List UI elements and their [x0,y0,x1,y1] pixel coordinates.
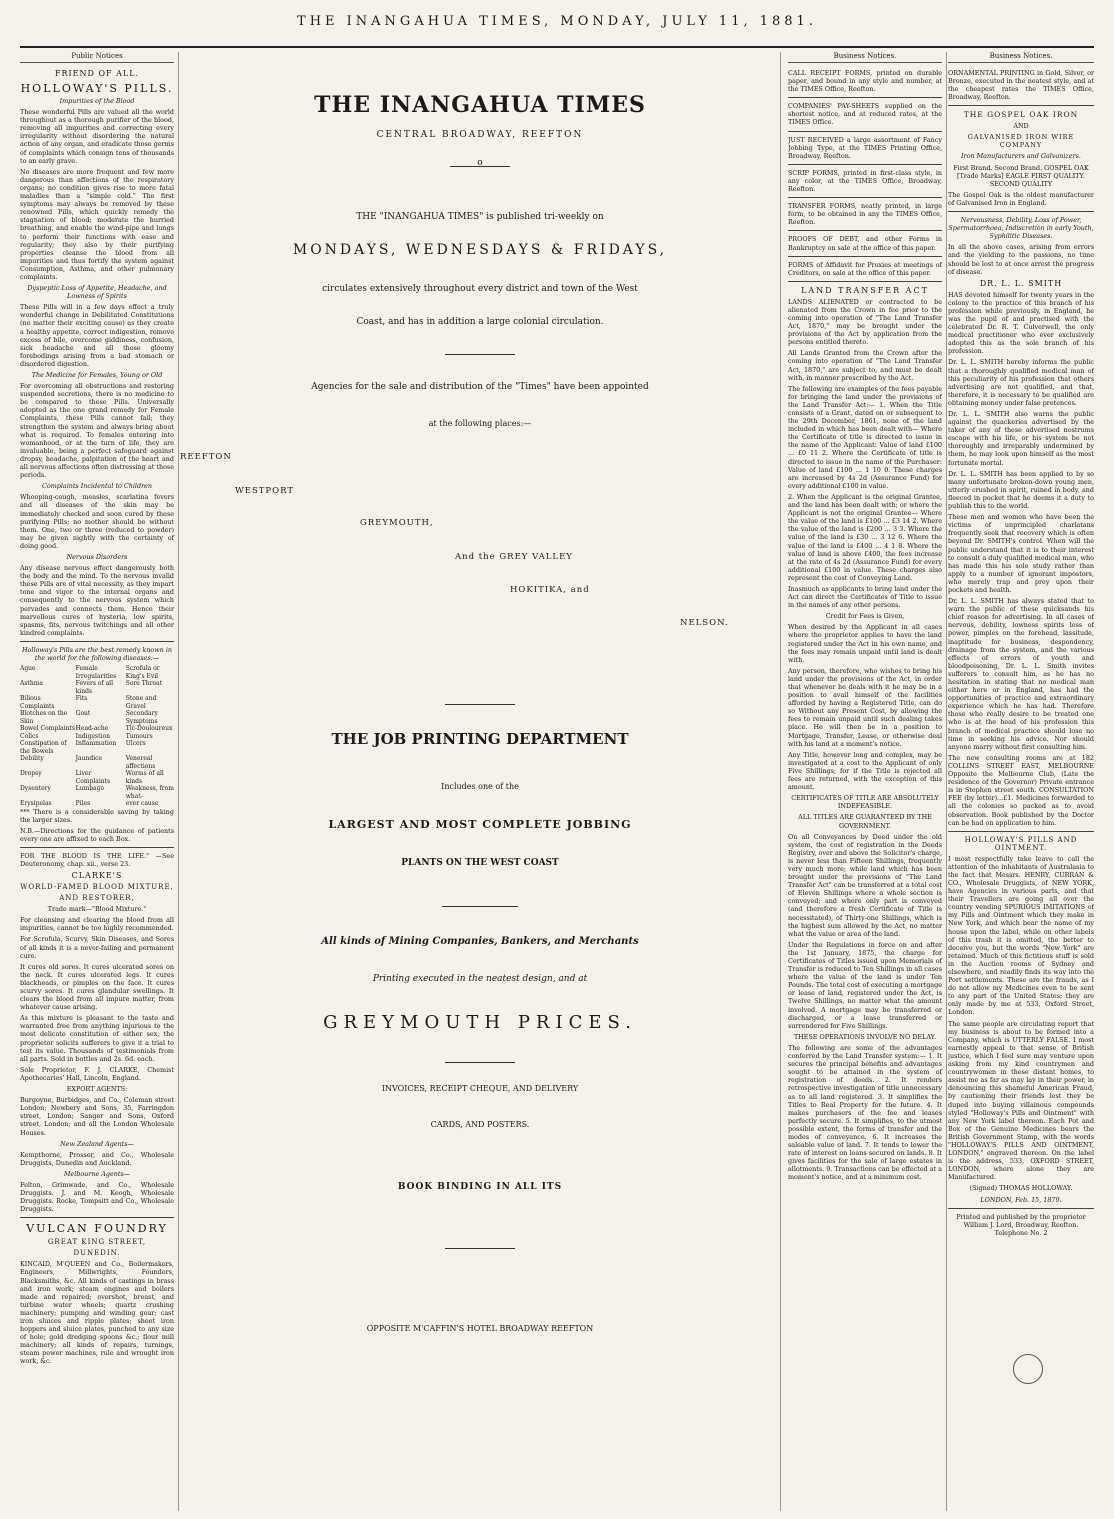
holloway-pills-title: HOLLOWAY'S PILLS. [20,82,174,95]
coast-line: Coast, and has in addition a large colonial circulation. [356,317,604,327]
iron-manufacturers: Iron Manufacturers and Galvanizers. [961,152,1081,161]
disease-cell: Inflammation [75,740,117,748]
divider [788,131,942,132]
divider [788,197,942,198]
disease-row [20,725,174,733]
holloway-p2: No diseases are more frequent and few more dangerous than affections of the respiratory organs; no condition gives rise to more fatal maladies than a "simple cold." The first symptoms may always be removed by these renowned Pills, which quickly remedy the stagnation of blood; moderate the hurried breathing, and enable the wind-pipe and lungs to perform their functions with ease and regularity; they also by their purifying properties cleanse the blood from all impurities and thus fortify the system against Consumption, Asthma, and other pulmonary complaints. [20,167,174,281]
smith-p2: Dr. L. L. SMITH hereby informs the public that a thoroughly qualified medical man of this peculiarity of his profession that others advertising are not qualified, and that, therefore, it is necessary to be qualified are obtaining money under false pretences. [948,358,1094,407]
forms-notice: FORMS of Affidavit for Proxies at meetings of Creditors, on sale at the office of this paper. [788,260,942,277]
land-p5: Inasmuch as applicants to bring land under the Act can direct the Certificates of Title to issue in the names of any other persons. [788,584,942,610]
melb-agents-heading: Melbourne Agents— [63,1169,131,1178]
melb-agents-list: Felton, Grimwade, and Co., Wholesale Druggists. J. and M. Keogh, Wholesale Druggists. Rocke, Tompsitt and Co., Wholesale Druggists. [20,1180,174,1214]
place-hokitika: HOKITIKA, and [510,585,590,595]
disease-cell: Blotches on the Skin [20,710,68,725]
certificates-heading: CERTIFICATES OF TITLE ARE ABSOLUTELY INDEFEASIBLE. [791,794,939,811]
holloway-date: LONDON, Feb. 15, 1879. [980,1195,1062,1204]
land-p9: On all Conveyances by Deed under the old system, the cost of registration in the Deeds Registry, over and above the Solicitor's charge, is never less than Fifteen Shillings, frequently very much more; while land which has been brought under the provisions of "The Land Transfer Act" can be transferred at a total cost of Eleven Shillings where a whole section is conveyed; and where only part is conveyed (and therefore a fresh Certificate of Title is necessitated), of Thirty-one Shillings, which is the highest sum allowed by the Act, no matter what the value or area of the land. [788,832,942,938]
land-p8: Any Title, however long and complex, may be investigated at a cost to the Applicant of only Five Shillings; for if the Title is rejected all fees are returned, with the exception of this amount. [788,750,942,792]
cards-line: CARDS, AND POSTERS. [430,1120,530,1129]
divider [788,164,942,165]
holloway-p6: Any disease nervous effect dangerously both the body and the mind. To the nervous invalid these Pills are of vital necessity, as they impart tone and vigor to the internal organs and consequently to the nervous system which pervades and connects them. Hence their marvellous cures of hysteria, low spirits, spasms, fits, nervous twitchings and all other kindred complaints. [20,564,174,637]
export-agents: Burgoyne, Burbidges, and Co., Coleman street London; Newbery and Sons, 35, Farringdon street, London; Sanger and Sons, Oxford street, London; and all the London Wholesale Houses. [20,1096,174,1137]
disease-cell: Ague [20,665,36,673]
nervous-heading: Nervous Disorders [66,552,128,561]
holloway-p1: These wonderful Pills are valued all the world throughout as a thorough purifier of the blood, removing all impurities and correcting every irregularity without disordering the natural action of any organ, and eradicate those germs of complaints which consign tens of thousands to an early grave. [20,108,174,165]
circulates-line: circulates extensively throughout every district and town of the West [322,284,638,294]
divider [788,230,942,231]
disease-row [20,733,174,741]
disease-cell: Venereal affections [125,755,156,770]
holloway-p3: These Pills will in a few days effect a truly wonderful change in Debilitated Constitutions (no matter their exciting cause) as they create a healthy appetite, correct indigestion, remove excess of bile, overcome giddiness, confusion, sick headache and all those gloomy forebodings arising from a bad stomach or disordered digestion. [20,303,174,368]
printing-line: Printing executed in the neatest design, and at [372,974,588,984]
disease-cell: Bowel Complaints [20,725,76,733]
disease-cell: Secondary Symptoms [125,710,158,725]
divider [948,831,1094,832]
includes-line: Includes one of the [441,782,519,791]
medicine-heading: The Medicine for Females, Young or Old [31,371,163,379]
divider [20,847,174,848]
disease-cell: Head-ache [75,725,109,733]
invoices-line: INVOICES, RECEIPT CHEQUE, AND DELIVERY [381,1084,579,1093]
business-notices-column [788,52,947,1511]
blood-life: FOR THE BLOOD IS THE LIFE." —See Deuteronomy, chap. xii., verse 23. [20,851,174,869]
trade-mark: Trade mark—"Blood Mixture." [47,905,147,914]
days-line: MONDAYS, WEDNESDAYS & FRIDAYS, [292,242,668,258]
holloway-ointment-title: HOLLOWAY'S PILLS AND OINTMENT. [964,835,1078,852]
just-received-notice: JUST RECEIVED a large assortment of Fancy Jobbing Type, at the TIMES Printing Office, Broadway, Reefton. [788,135,942,160]
nz-agents-list: Kempthorne, Prosser, and Co., Wholesale Druggists, Dunedin and Auckland. [20,1150,174,1167]
smith-p5: These men and women who have been the victims of unprincipled charlatans frequently seek that recovery which is often beyond Dr. SMITH's control. When will the public understand that it is to their interest to consult a duly qualified medical man, who has made this his sole study rather than apply to a number of ignorant impostors, who merely trap and prey upon their pockets and health. [948,513,1094,594]
opposite-line: OPPOSITE M'CAFFIN'S HOTEL BROADWAY REEFTON [366,1324,594,1333]
disease-cell: Sore Throat [125,680,163,688]
disease-row [20,695,174,710]
nervous-heading: Nervousness, Debility, Loss of Power, Spermatorrhoea, Indiscretion in early Youth, Syphilitic Diseases. [948,216,1094,241]
left-column [20,52,179,1511]
disease-cell: Scrofula or King's Evil [125,665,160,680]
operations-heading: THESE OPERATIONS INVOLVE NO DELAY. [793,1032,937,1041]
land-p1: LANDS ALIENATED or contracted to be alienated from the Crown in fee prior to the coming into operation of "The Land Transfer Act, 1870," may be brought under the provisions of the Act by application from the persons entitled thereto. [788,297,942,347]
land-p7: Any person, therefore, who wishes to bring his land under the provisions of the Act, in order that whenever he deals with it he may be in a position to avail himself of the facilities afforded by having a Registered Title, can do so Without any Present Cost, by allowing the fees to remain unpaid until such dealing takes place. He will then be in a position to Mortgage, Transfer, Lease, or otherwise deal with his land at a moment's notice. [788,666,942,748]
vulcan-title: VULCAN FOUNDRY [26,1222,168,1236]
holloway-ointment-body-2: The same people are circulating report that my business is about to be formed into a Company, which is UTTERLY FALSE. I most earnestly appeal to that sense of British justice, which I feel sure may venture upon asking from my kind countrymen and countrywomen in these distant homes, to assist me as far as may lay in their power, in denouncing this shameful American Fraud, by cautioning their friends lest they be duped into buying villainous compounds styled "Holloway's Pills and Ointment" with any New York label thereon. Each Pot and Box of the Genuine Medicines bears the British Government Stamp, with the words "HOLLOWAY'S PILLS AND OINTMENT, LONDON," engraved thereon. On the label is the address, 533, OXFORD STREET, LONDON, where alone they are Manufactured. [948,1019,1094,1182]
smith-p1: HAS devoted himself for twenty years in the colony to the practice of this branch of his profession while previously, in England, he was the pupil of and practised with the celebrated Dr. R. T. Culverwell, the only medical practitioner who ever exclusively adopted this as the sole branch of his profession. [948,290,1094,356]
scrip-forms-notice: SCRIP FORMS, printed in first-class style, in any color, at the TIMES Office, Broadway, Reefton. [788,168,942,194]
impurities-heading: Impurities of the Blood [59,97,135,105]
clarke-cures: It cures old sores. It cures ulcerated sores on the neck. It cures ulcerated legs. It cures blackheads, or pimples on the face. It cures scurvy sores. It cures glandular swellings. It clears the blood from all impure matter, from whatever cause arising. [20,962,174,1012]
disease-cell: Erysipelas [20,800,52,808]
galvanised-title: GALVANISED IRON WIRE COMPANY [967,133,1075,150]
disease-row [20,785,174,800]
clarke-p8: For Scrofula, Scurvy, Skin Diseases, and Sores of all kinds it is a never-failing and permanent cure. [20,935,174,960]
transfer-forms-notice: TRANSFER FORMS, neatly printed, in large form, to be obtained in any the TIMES Office, Reefton. [788,202,942,227]
disease-row [20,755,174,770]
holloway-p4: For overcoming all obstructions and restoring suspended secretions, there is no medicine to be compared to these Pills. Universally adopted as the one grand remedy for Female Complaints, these Pills cannot fail; they strengthen the system and always bring about what is required. To females entering into womanhood, or at the turn of life, they are invaluable, being a perfect safeguard against dropsy, headache, palpitation of the heart and all nervous affections often distressing at those periods. [20,382,174,480]
clarke-proprietor: Sole Proprietor, F. J. CLARKE, Chemist Apothecaries' Hall, Lincoln, England. [20,1065,174,1082]
land-p3: The following are examples of the fees payable for bringing the land under the provisions of the Land Transfer Act:— 1. When the Title consists of a Grant, dated on or subsequent to the 29th December, 1861, none of the land included in which has been dealt with— Where the Certificate of title is directed to issue in the name of the Applicant: Value of land £100 ... £0 11 2. Where the Certificate of title is directed to issue in the name of the Purchaser: Value of land £100 ... 1 10 0. These charges are increased by 4s 2d (Assurance Fund) for every additional £100 in value. [788,384,942,490]
disease-row [20,800,174,808]
call-receipt-notice: CALL RECEIPT FORMS, printed on durable paper, and bound in any style and number, at the TIMES Office, Reefton. [788,69,942,94]
dr-smith-title: DR. L. L. SMITH [979,278,1063,288]
center-column [180,52,781,1511]
paper-title: THE INANGAHUA TIMES [314,92,646,118]
vulcan-city: DUNEDIN. [73,1249,121,1258]
disease-cell: Indigestion [75,732,110,740]
disease-cell: Liver Complaints [75,770,111,785]
land-p6: When desired by the Applicant in all cases where the proprietor applies to have the land registered under the Act in his own name, and the fees may remain unpaid until land is dealt with. [788,623,942,664]
gospel-oak-title: THE GOSPEL OAK IRON [963,110,1079,120]
clarke-p7: For cleansing and clearing the blood from all impurities, cannot be too highly recommended. [20,916,174,933]
all-kinds-line: All kinds of Mining Companies, Bankers, and Merchants [321,936,639,947]
nb-note: N.B.—Directions for the guidance of patients every one are affixed to each Box. [20,826,174,843]
disease-row [20,770,174,785]
disease-cell: ever cause [125,800,159,808]
disease-row [20,740,174,755]
pay-sheets-notice: COMPANIES' PAY-SHEETS supplied on the shortest notice, and at reduced rates, at the TIMES Office. [788,102,942,127]
smith-p3: Dr. L. L. SMITH also warns the public against the quackeries advertised by the taker of any of these advertised nostrums escape with his life, or his system be not thoroughly and irreparably undermined by them, he may look upon himself as the most fortunate mortal. [948,410,1094,467]
disease-row [20,665,174,680]
smith-p4: Dr. L. L. SMITH has been applied to by so many unfortunate broken-down young men, utterly crushed in spirit, ruined in body, and fleeced in pocket that he deems it a duty to publish this to the world. [948,469,1094,511]
disease-cell: Dysentery [20,785,51,793]
place-grey-valley: And the GREY VALLEY [455,552,573,562]
disease-cell: Colics [20,732,39,740]
ornament: o [477,158,483,168]
right-column [948,52,1094,1511]
divider [788,256,942,257]
vulcan-body: KINCAID, M'QUEEN and Co., Boilermakers, Engineers, Millwrights, Founders, Blacksmiths, &c. All kinds of castings in brass and iron work; steam engines and boilers made and repaired; overshot, breast, and turbine water wheels; quartz crushing machinery; pumping and winding gear; cast iron sluices and ripple plates; sheet iron hoppers and sluice plates, punched to any size of hole; gold dredging spoons &c.; flour mill machinery; all kinds of repairs, turnings, steam power machines, rule and wrought iron work, &c. [20,1260,174,1366]
disease-cell: Ulcers [125,740,146,748]
clarke-title: CLARKE'S [71,871,123,881]
paper-address: CENTRAL BROADWAY, REEFTON [376,130,584,140]
land-p2: All Lands Granted from the Crown after the coming into operation of "The Land Transfer Act, 1870," are subject to, and must be dealt with, in manner prescribed by the Act. [788,349,942,382]
disease-cell: Weakness, from what- [125,785,174,800]
place-reefton: REEFTON [180,452,232,462]
holloway-signed: (Signed) THOMAS HOLLOWAY. [969,1184,1073,1193]
right-column-head: Business Notices. [948,52,1094,63]
saving-note: *** There is a considerable saving by taking the larger sizes. [20,807,174,824]
land-p4: 2. When the Applicant is the original Grantee, and the land has been dealt with; or where the Applicant is not the original Grantee— Where the value of the land is £100 ... £3 14 2. Where the value of the land is £200 ... 3 3. Where the value of the land is £30 ... 3 12 6. Where the value of the land is £400 ... 4 1 8. Where the value of land is above £400, the fees increase at the rate of 4s 2d (Assurance Fund) for every additional £100 in value. These charges also represent the cost of Conveying Land. [788,492,942,582]
disease-cell: Bilious Complaints [20,695,55,710]
divider-rule [445,1062,515,1063]
clarke-p9: As this mixture is pleasant to the taste and warranted free from anything injurious to the most delicate constitution of either sex, the proprietor solicits sufferers to give it a trial to test its value. Thousands of testimonials from all parts. Sold in bottles and 2s. 6d. each. [20,1014,174,1063]
disease-cell: Stone and Gravel [125,695,157,710]
printer-imprint: Printed and published by the proprietor William J. Lord, Broadway, Reefton. Telephone No. 2 [956,1212,1086,1237]
place-nelson: NELSON. [680,618,729,628]
published-line: THE "INANGAHUA TIMES" is published tri-weekly on [356,212,604,222]
disease-cell: Piles [75,800,91,808]
divider [788,97,942,98]
agencies-line: Agencies for the sale and distribution of the "Times" have been appointed [311,382,649,392]
disease-cell: Debility [20,755,44,763]
place-greymouth: GREYMOUTH, [360,518,434,528]
disease-cell: Tumours [125,732,153,740]
divider [20,641,174,642]
places-intro: at the following places:— [428,419,532,428]
land-transfer-title: LAND TRANSFER ACT [801,285,929,295]
dyspepsia-heading: Dyspeptic Loss of Appetite, Headache, and Lowness of Spirits [27,284,167,301]
holloway-p5: Whooping-cough, measles, scarlatina fevers and all diseases of the skin may be immediately checked and soon cured by these purifying Pills; no mother should be without them. One, two or three (reduced to powder) may be given nightly with the certainty of doing good. [20,493,174,550]
divider [948,105,1094,106]
divider [948,211,1094,212]
bookbinding-line: BOOK BINDING IN ALL ITS [397,1182,563,1192]
clarke-subtitle: WORLD-FAMED BLOOD MIXTURE, [20,883,174,892]
gospel-and: AND [1013,122,1029,131]
export-heading: EXPORT AGENTS: [66,1085,128,1094]
disease-cell: Fevers of all kinds [75,680,113,695]
plants-line: PLANTS ON THE WEST COAST [401,858,559,868]
land-p11: The following are some of the advantages conferred by the Land Transfer system:— 1. It secures the principal benefits and advantages sought to be attained in the system of registration of deeds. 2. It renders retrospective investigation of title unnecessary as to all land registered. 3. It simplifies the Titles to Real Property for the future. 4. It makes purchasers of the fee and leases perfectly secure. 5. It simplifies, to the utmost possible extent, the forms of transfer and the modes of conveyance. 6. It increases the saleable value of land. 7. It tends to lower the rate of interest on loans secured on lands. 8. It gives facilities for the sale of large estates in allotments. 9. Transactions can be effected at a moment's notice, and at a minimum cost. [788,1043,942,1182]
children-heading: Complaints Incidental to Children [41,482,153,491]
proofs-notice: PROOFS OF DEBT, and other Forms in Bankruptcy on sale at the office of this paper. [788,235,942,252]
remedy-line: Holloway's Pills are the best remedy known in the world for the following diseases:— [21,645,172,662]
mid-column-head: Business Notices. [788,52,942,63]
gospel-brands: First Brand. Second Brand. GOSPEL OAK [Trade Marks] EAGLE FIRST QUALITY. SECOND QUALITY [953,163,1089,188]
job-dept-heading: THE JOB PRINTING DEPARTMENT [331,730,629,748]
divider [788,281,942,282]
divider-rule [445,354,515,355]
nz-agents-heading: New Zealand Agents— [60,1139,134,1148]
gospel-oak-body: The Gospel Oak is the oldest manufacturer of Galvanised Iron in England. [948,190,1094,207]
disease-row [20,710,174,725]
left-column-head: Public Notices [20,52,174,63]
disease-cell: Fits [75,695,88,703]
masthead-rule [20,46,1094,48]
largest-line: LARGEST AND MOST COMPLETE JOBBING [328,818,632,831]
disease-table [20,665,174,808]
disease-cell: Dropsy [20,770,42,778]
vulcan-street: GREAT KING STREET, [47,1238,147,1247]
disease-cell: Female Irregularities [75,665,117,680]
holloway-ointment-body: I most respectfully take leave to call the attention of the inhabitants of Australasia to the fact that Messrs. HENRY, CURRAN & CO., Wholesale Druggists, of NEW YORK, have Agencies in various parts, and that their Travellers are going all over the country vending SPURIOUS IMITATIONS of my Pills and Ointment which they make in New York, and which bear the name of my house upon the label, while on other labels of this trash it is omitted, the better to deceive you, but the words "New York" are retained. Much of this fictitious stuff is sold in the Auction rooms of Sydney and elsewhere, and readily finds its way into the Port settlements. These are the frauds, as I do not allow my Medicines even to be sent to any part of the United States; they are only made by me at 533, Oxford Street, London. [948,854,1094,1017]
smith-p6: Dr. L. L. SMITH has always stated that to warn the public of these quicksands his chief reason for advertising. In all cases of nervous, debility, lowness spirits loss of power, pimples on the forehead, lassitude, inaptitude for business, despondency, drainage from the system, and the various effects of errors of youth and bloodpoisoning, Dr. L. L. Smith invites sufferers to consult him, as he has no hesitation in stating that no medical man either here or in England, has had the opportunities of practice and extraordinary experience which he has had. Therefore those who really desire to be treated one who is at the head of his profession this branch of medical practice should lose no time in seeking his advice. Nor should anyone marry without first consulting him. [948,597,1094,751]
divider-rule [445,1248,515,1249]
disease-cell: Asthma [20,680,43,688]
guaranteed-heading: ALL TITLES ARE GUARANTEED BY THE GOVERNMENT. [798,813,932,830]
divider [20,1217,174,1218]
credit-heading: Credit for Fees is Given, [825,612,905,621]
ornament-rule [450,166,510,167]
nervous-body: In all the above cases, arising from errors and the yielding to the passions, no time should be lost to at once arrest the progress of disease. [948,243,1094,276]
disease-cell: Worms of all kinds [125,770,164,785]
disease-cell: Constipation of the Bowels [20,740,67,755]
land-p10: Under the Regulations in force on and after the 1st January, 1875, the charge for Certificates of Titles issued upon Memorials of Transfer is reduced to Ten Shillings in all cases where the value of the land is under Ten Pounds. The total cost of executing a mortgage or lease of land, registered under the Act, is Twelve Shillings, no matter what the amount involved. A mortgage may be transferred or discharged, or a lease transferred or surrendered for Five Shillings. [788,940,942,1030]
disease-cell: Lumbago [75,785,105,793]
ornamental-printing-notice: ORNAMENTAL PRINTING in Gold, Silver, or Bronze, executed in the neatest style, and at the cheapest rates the TIMES Office, Broadway, Reefton. [948,69,1094,102]
disease-cell: Jaundice [75,755,103,763]
divider-rule [445,704,515,705]
disease-row [20,680,174,695]
restorer-title: AND RESTORER, [59,894,135,903]
place-westport: WESTPORT [235,486,295,496]
divider [948,1208,1094,1209]
disease-cell: Gout [75,710,91,718]
prices-line: GREYMOUTH PRICES. [323,1012,637,1033]
masthead: THE INANGAHUA TIMES, MONDAY, JULY 11, 1881. [297,14,817,29]
disease-cell: Tic-Douloureux [125,725,173,733]
friend-heading: FRIEND OF ALL. [54,69,140,78]
smith-address: The new consulting rooms are at 182 COLLINS STREET EAST, MELBOURNE Opposite the Melbourne Club, (Late the residence of the Governor) Private entrance is in Stephen street south. CONSULTATION FEE (by letter)...£1. Medicines forwarded to all the colonies so packed as to avoid observation. Book published by the Doctor can be had on application to him. [948,753,1094,827]
holloway-seal-icon [1013,1354,1043,1384]
divider-rule [442,906,518,907]
